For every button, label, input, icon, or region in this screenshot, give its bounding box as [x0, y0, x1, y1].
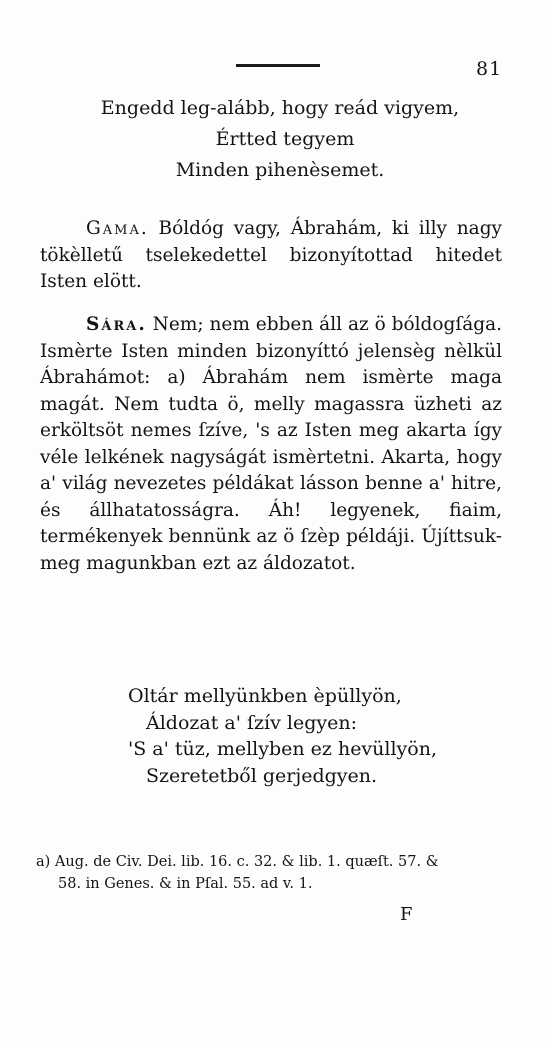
verse-stanza-1	[0, 93, 550, 186]
verse-line: 'S a' tüz, mellyben ez hevüllyön,	[128, 738, 438, 760]
footnote-line: 58. in Genes. & in Pſal. 55. ad v. 1.	[58, 876, 313, 892]
signature-mark: F	[400, 904, 413, 925]
paragraph-text: Bóldóg vagy, Ábrahám, ki illy nagy tökèlletű tselekedettel bizonyítottad hitedet Isten elött.	[40, 218, 502, 292]
verse-stanza-2	[0, 683, 550, 789]
paragraph-text: Nem; nem ebben áll az ö bóldogſága. Ismèrte Isten minden bizonyíttó jelensèg nèlkül Ábrahámot: a) Ábrahám nem ismèrte maga magát. Nem tudta ö, melly magassra üzheti az erköltsöt nemes ſzíve, 's az Isten meg akarta így véle lelkének nagyságát ismèrtetni. Akarta, hogy a' világ nevezetes példákat lásson benne a' hitre, és állhatatosságra. Áh! legyenek, fiaim, termékenyek bennünk az ö ſzèp példáji. Újíttsuk-meg magunkban ezt az áldozatot.	[40, 314, 502, 574]
footnote	[36, 851, 512, 895]
verse-line: Engedd leg-alább, hogy reád vigyem,	[100, 97, 460, 119]
verse-line: Értted tegyem	[215, 128, 355, 150]
verse-line: Áldozat a' ſzív legyen:	[146, 711, 357, 734]
footnote-line: a) Aug. de Civ. Dei. lib. 16. c. 32. & lib. 1. quæſt. 57. &	[36, 854, 439, 870]
header-rule	[236, 64, 320, 67]
paragraph-gama	[40, 216, 502, 296]
speaker-name: Gama.	[86, 218, 149, 239]
speaker-name: Sára.	[86, 314, 147, 335]
paragraph-sara	[40, 312, 502, 577]
verse-line: Minden pihenèsemet.	[175, 159, 385, 181]
verse-line: Szeretetből gerjedgyen.	[146, 764, 378, 787]
page-number: 81	[476, 58, 503, 80]
verse-line: Oltár mellyünkben èpüllyön,	[128, 685, 402, 707]
